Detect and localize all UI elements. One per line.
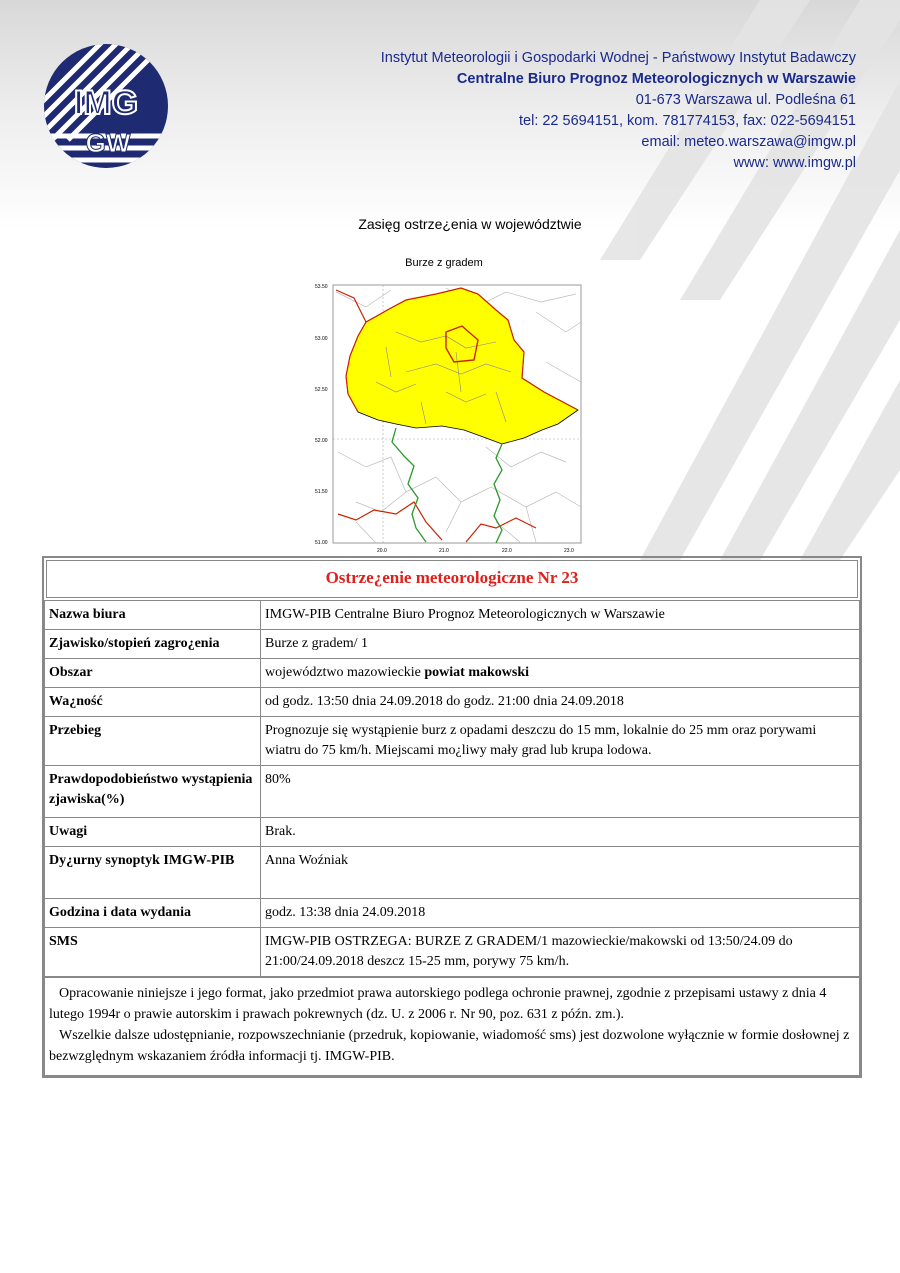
table-row (45, 688, 860, 717)
lon-tick: 22.0 (502, 548, 512, 554)
copyright-note (44, 977, 860, 1076)
map-subtitle: Burze z gradem (405, 257, 483, 269)
lat-tick: 51.00 (315, 540, 328, 546)
table-row (45, 847, 860, 899)
warning-table (42, 556, 862, 1078)
table-row (45, 659, 860, 688)
table-row (45, 630, 860, 659)
row-value: Brak. (261, 818, 860, 847)
email-line[interactable]: email: meteo.warszawa@imgw.pl (641, 134, 856, 150)
table-row (45, 766, 860, 818)
row-value: 80% (261, 766, 860, 818)
area-region: województwo mazowieckie (265, 665, 425, 680)
warning-map (296, 252, 592, 556)
area-county: powiat makowski (424, 665, 530, 680)
row-value: godz. 13:38 dnia 24.09.2018 (261, 899, 860, 928)
table-row (45, 928, 860, 977)
row-label: Nazwa biura (45, 601, 261, 630)
table-row (45, 818, 860, 847)
institute-name: Instytut Meteorologii i Gospodarki Wodnej - Państwowy Instytut Badawczy (380, 50, 856, 66)
row-value: Anna Woźniak (261, 847, 860, 899)
row-value: IMGW-PIB Centralne Biuro Prognoz Meteorologicznych w Warszawie (261, 601, 860, 630)
table-row (45, 899, 860, 928)
website-line[interactable]: www: www.imgw.pl (733, 155, 856, 171)
lat-tick: 52.00 (315, 438, 328, 444)
imgw-logo (42, 42, 170, 170)
lat-tick: 53.00 (315, 336, 328, 342)
row-value: Burze z gradem/ 1 (261, 630, 860, 659)
row-label: Zjawisko/stopień zagro¿enia (45, 630, 261, 659)
lat-tick: 52.50 (315, 387, 328, 393)
table-row (45, 717, 860, 766)
copyright-paragraph: Opracowanie niniejsze i jego format, jako przedmiot prawa autorskiego podlega ochronie prawnej, zgodnie z przepisami ustawy z dnia 4 lutego 1994r o prawie autorskim i prawach pokrewnych (dz. U. z 2006 r. Nr 90, poz. 631 z późn. zm.). (49, 986, 827, 1022)
row-label: Prawdopodobieństwo wystąpienia zjawiska(%) (45, 766, 261, 818)
warning-title: Ostrze¿enie meteorologiczne Nr 23 (46, 560, 858, 598)
row-label: Obszar (45, 659, 261, 688)
row-label: Przebieg (45, 717, 261, 766)
lat-tick: 51.50 (315, 489, 328, 495)
row-label: Wa¿ność (45, 688, 261, 717)
row-value (261, 659, 860, 688)
map-figure (296, 252, 592, 556)
lon-tick: 20.0 (377, 548, 387, 554)
logo-text-bottom: GW (85, 128, 131, 158)
row-value: IMGW-PIB OSTRZEGA: BURZE Z GRADEM/1 mazowieckie/makowski od 13:50/24.09 do 21:00/24.09.2018 deszcz 15-25 mm, porywy 75 km/h. (261, 928, 860, 977)
lon-tick: 21.0 (439, 548, 449, 554)
map-heading: Zasięg ostrze¿enia w województwie (358, 216, 582, 232)
row-value: od godz. 13:50 dnia 24.09.2018 do godz. 21:00 dnia 24.09.2018 (261, 688, 860, 717)
row-label: SMS (45, 928, 261, 977)
distribution-paragraph: Wszelkie dalsze udostępnianie, rozpowszechnianie (przedruk, kopiowanie, wiadomość sms) jest dozwolone wyłącznie w formie dosłownej z bezwzględnym wskazaniem źródła informacji tj. IMGW-PIB. (49, 1028, 850, 1064)
phone-line: tel: 22 5694151, kom. 781774153, fax: 022-5694151 (519, 113, 856, 129)
table-row (45, 601, 860, 630)
lon-tick: 23.0 (564, 548, 574, 554)
bureau-name: Centralne Biuro Prognoz Meteorologicznych w Warszawie (456, 71, 856, 87)
row-label: Godzina i data wydania (45, 899, 261, 928)
logo-text-top: IMG (73, 84, 139, 122)
institute-header (381, 48, 856, 174)
row-label: Uwagi (45, 818, 261, 847)
warning-rows (44, 600, 860, 977)
lat-tick: 53.50 (315, 284, 328, 290)
row-label: Dy¿urny synoptyk IMGW-PIB (45, 847, 261, 899)
address: 01-673 Warszawa ul. Podleśna 61 (635, 92, 856, 108)
row-value: Prognozuje się wystąpienie burz z opadami deszczu do 15 mm, lokalnie do 25 mm oraz porywami wiatru do 75 km/h. Miejscami mo¿liwy mały grad lub krupa lodowa. (261, 717, 860, 766)
